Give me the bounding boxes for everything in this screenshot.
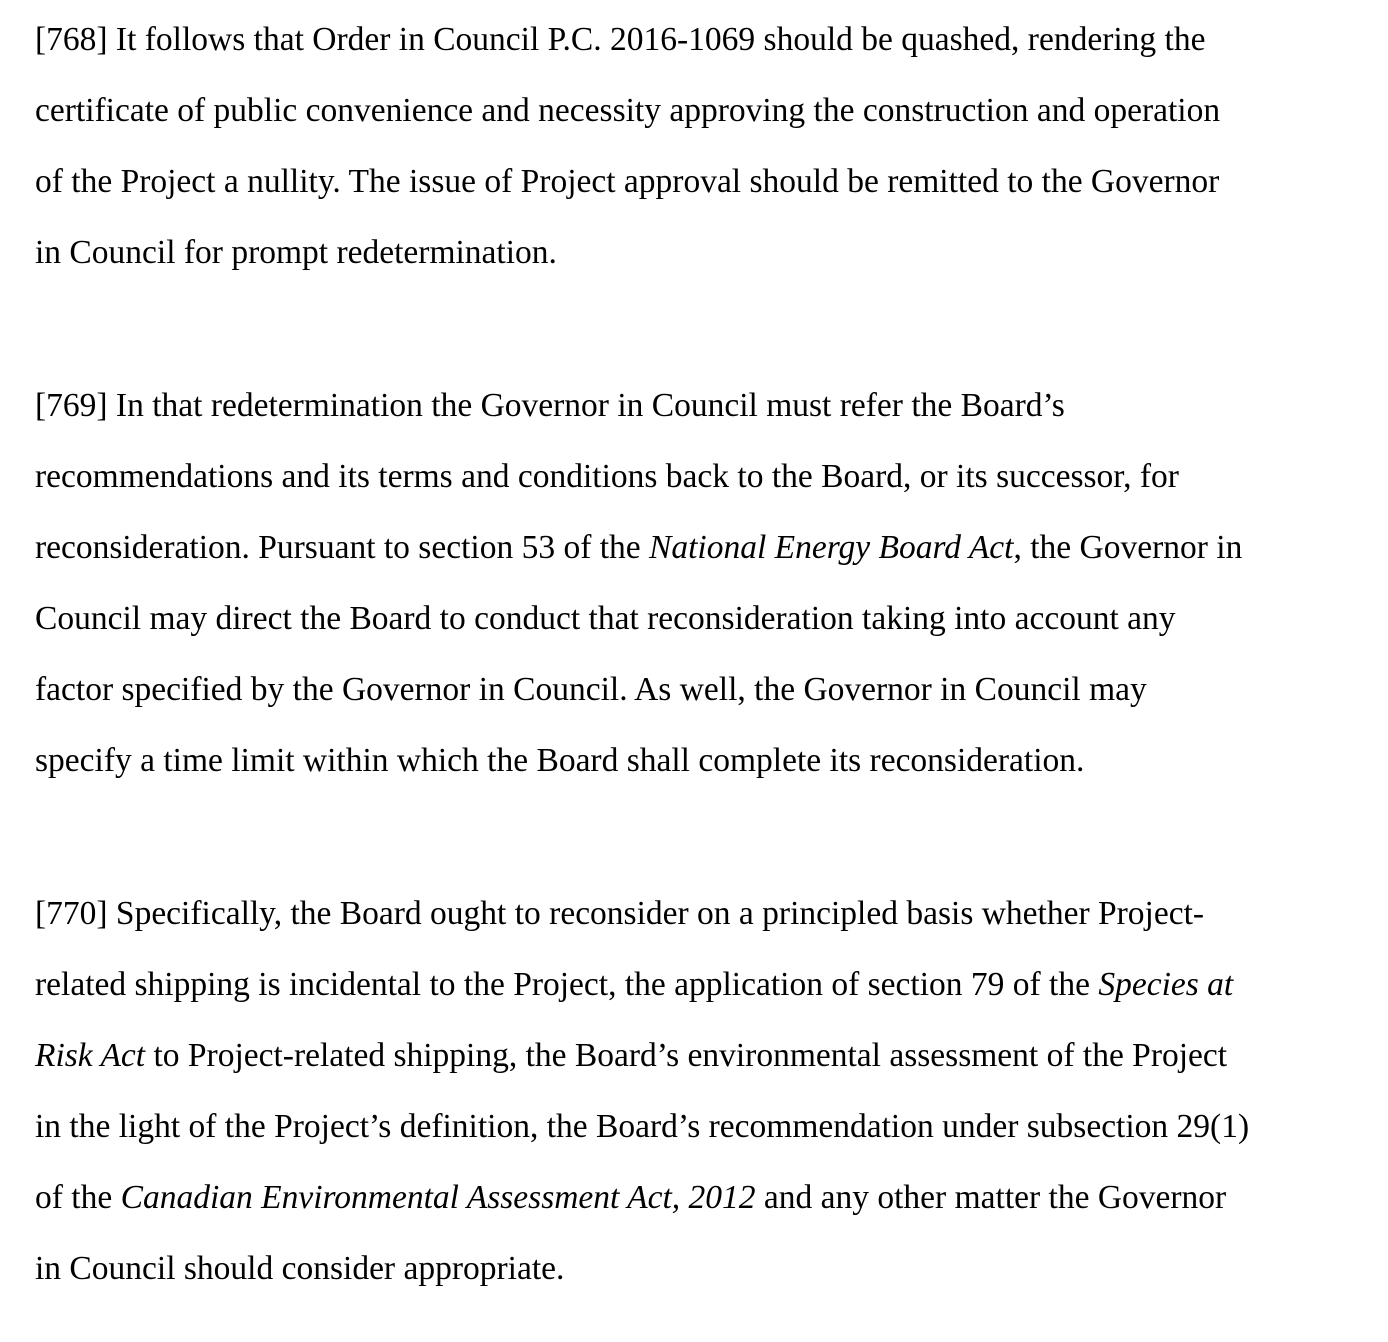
paragraph-770-line-4: in the light of the Project’s definition, the Board’s recommendation under subsection 29(1)	[35, 1108, 1250, 1145]
statute-citation-national-energy-board-act: National Energy Board Act	[649, 529, 1014, 566]
statute-citation-species-at-risk-act-part-2: Risk Act	[35, 1037, 146, 1074]
paragraph-770-line-5	[35, 1178, 1226, 1218]
paragraph-769-line-4: Council may direct the Board to conduct that reconsideration taking into account any	[35, 600, 1176, 637]
paragraph-769-line-3	[35, 528, 1242, 568]
paragraph-768-line-1: [768] It follows that Order in Council P.C. 2016-1069 should be quashed, rendering the	[35, 21, 1206, 58]
paragraph-769-line-5: factor specified by the Governor in Council. As well, the Governor in Council may	[35, 671, 1147, 708]
paragraph-770-line-3-text: to Project-related shipping, the Board’s environmental assessment of the Project	[145, 1037, 1228, 1074]
paragraph-769-line-6: specify a time limit within which the Board shall complete its reconsideration.	[35, 742, 1085, 779]
paragraph-770-line-1: [770] Specifically, the Board ought to reconsider on a principled basis whether Project-	[35, 895, 1205, 932]
paragraph-770-line-2-text: related shipping is incidental to the Project, the application of section 79 of the	[35, 966, 1099, 1003]
paragraph-770-line-6: in Council should consider appropriate.	[35, 1250, 565, 1287]
paragraph-769-line-3-text: reconsideration. Pursuant to section 53 of the	[35, 529, 650, 566]
paragraph-770-line-5-text: of the	[35, 1179, 121, 1216]
paragraph-769-line-1: [769] In that redetermination the Governor in Council must refer the Board’s	[35, 387, 1065, 424]
paragraph-770-line-3	[35, 1036, 1227, 1076]
paragraph-768-line-3: of the Project a nullity. The issue of Project approval should be remitted to the Governor	[35, 163, 1220, 200]
paragraph-769-line-2: recommendations and its terms and conditions back to the Board, or its successor, for	[35, 458, 1179, 495]
paragraph-768-line-4: in Council for prompt redetermination.	[35, 234, 557, 271]
paragraph-769-line-3-text-end: , the Governor in	[1013, 529, 1243, 566]
statute-citation-canadian-environmental-assessment-act: Canadian Environmental Assessment Act, 2012	[120, 1179, 756, 1216]
paragraph-770-line-5-text-end: and any other matter the Governor	[755, 1179, 1227, 1216]
statute-citation-species-at-risk-act-part-1: Species at	[1098, 966, 1234, 1003]
paragraph-770-line-2	[35, 965, 1233, 1005]
paragraph-768-line-2: certificate of public convenience and necessity approving the construction and operation	[35, 92, 1221, 129]
